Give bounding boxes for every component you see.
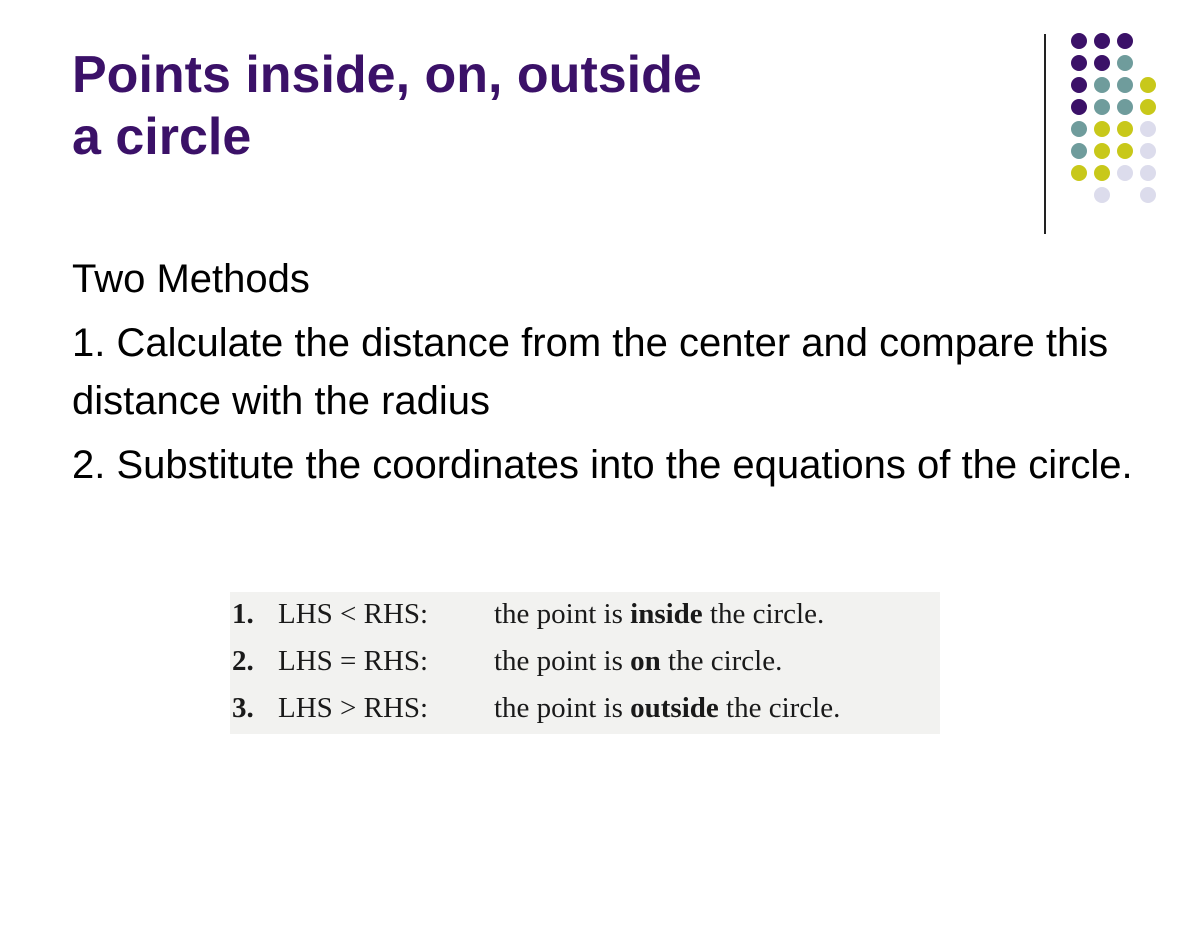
dot bbox=[1117, 33, 1133, 49]
intro-text: Two Methods bbox=[72, 257, 310, 301]
dot bbox=[1117, 77, 1133, 93]
criteria-result bbox=[494, 645, 782, 678]
result-keyword: inside bbox=[630, 598, 703, 630]
dot bbox=[1140, 121, 1156, 137]
decorative-dot-grid bbox=[1060, 30, 1180, 210]
dot bbox=[1117, 121, 1133, 137]
dot bbox=[1140, 187, 1156, 203]
dot bbox=[1094, 33, 1110, 49]
dot bbox=[1117, 165, 1133, 181]
title-line-2: a circle bbox=[72, 108, 252, 166]
scanned-criteria-image bbox=[230, 592, 940, 734]
criteria-number: 2. bbox=[232, 645, 254, 677]
result-prefix: the point is bbox=[494, 598, 631, 630]
slide-body bbox=[72, 250, 1152, 500]
dot bbox=[1117, 99, 1133, 115]
method-2-text: 2. Substitute the coordinates into the equations of the circle. bbox=[72, 443, 1133, 487]
criteria-number: 3. bbox=[232, 692, 254, 724]
criteria-number: 1. bbox=[232, 598, 254, 630]
dot bbox=[1071, 121, 1087, 137]
criteria-result bbox=[494, 692, 840, 725]
dot bbox=[1071, 99, 1087, 115]
method-1-text: 1. Calculate the distance from the center and compare this distance with the radius bbox=[72, 321, 1109, 423]
dot bbox=[1094, 143, 1110, 159]
criteria-condition: LHS < RHS: bbox=[278, 598, 429, 630]
result-suffix: the circle. bbox=[718, 692, 841, 724]
dot bbox=[1071, 143, 1087, 159]
result-keyword: on bbox=[630, 645, 661, 677]
dot bbox=[1071, 77, 1087, 93]
dot bbox=[1094, 187, 1110, 203]
dot bbox=[1094, 99, 1110, 115]
criteria-result bbox=[494, 598, 824, 631]
dot bbox=[1094, 55, 1110, 71]
title-line-1: Points inside, on, outside bbox=[72, 46, 702, 104]
dot bbox=[1140, 143, 1156, 159]
dot bbox=[1140, 77, 1156, 93]
dot bbox=[1117, 55, 1133, 71]
result-suffix: the circle. bbox=[660, 645, 783, 677]
criteria-condition: LHS > RHS: bbox=[278, 692, 429, 724]
dot bbox=[1094, 121, 1110, 137]
dot bbox=[1094, 165, 1110, 181]
dot bbox=[1071, 165, 1087, 181]
criteria-condition: LHS = RHS: bbox=[278, 645, 429, 677]
dot bbox=[1094, 77, 1110, 93]
dot bbox=[1071, 55, 1087, 71]
result-suffix: the circle. bbox=[702, 598, 825, 630]
slide-title bbox=[72, 44, 702, 168]
result-prefix: the point is bbox=[494, 692, 631, 724]
dot bbox=[1071, 33, 1087, 49]
result-prefix: the point is bbox=[494, 645, 631, 677]
dot bbox=[1140, 99, 1156, 115]
dot bbox=[1140, 165, 1156, 181]
vertical-divider bbox=[1044, 34, 1046, 234]
dot bbox=[1117, 143, 1133, 159]
result-keyword: outside bbox=[630, 692, 719, 724]
